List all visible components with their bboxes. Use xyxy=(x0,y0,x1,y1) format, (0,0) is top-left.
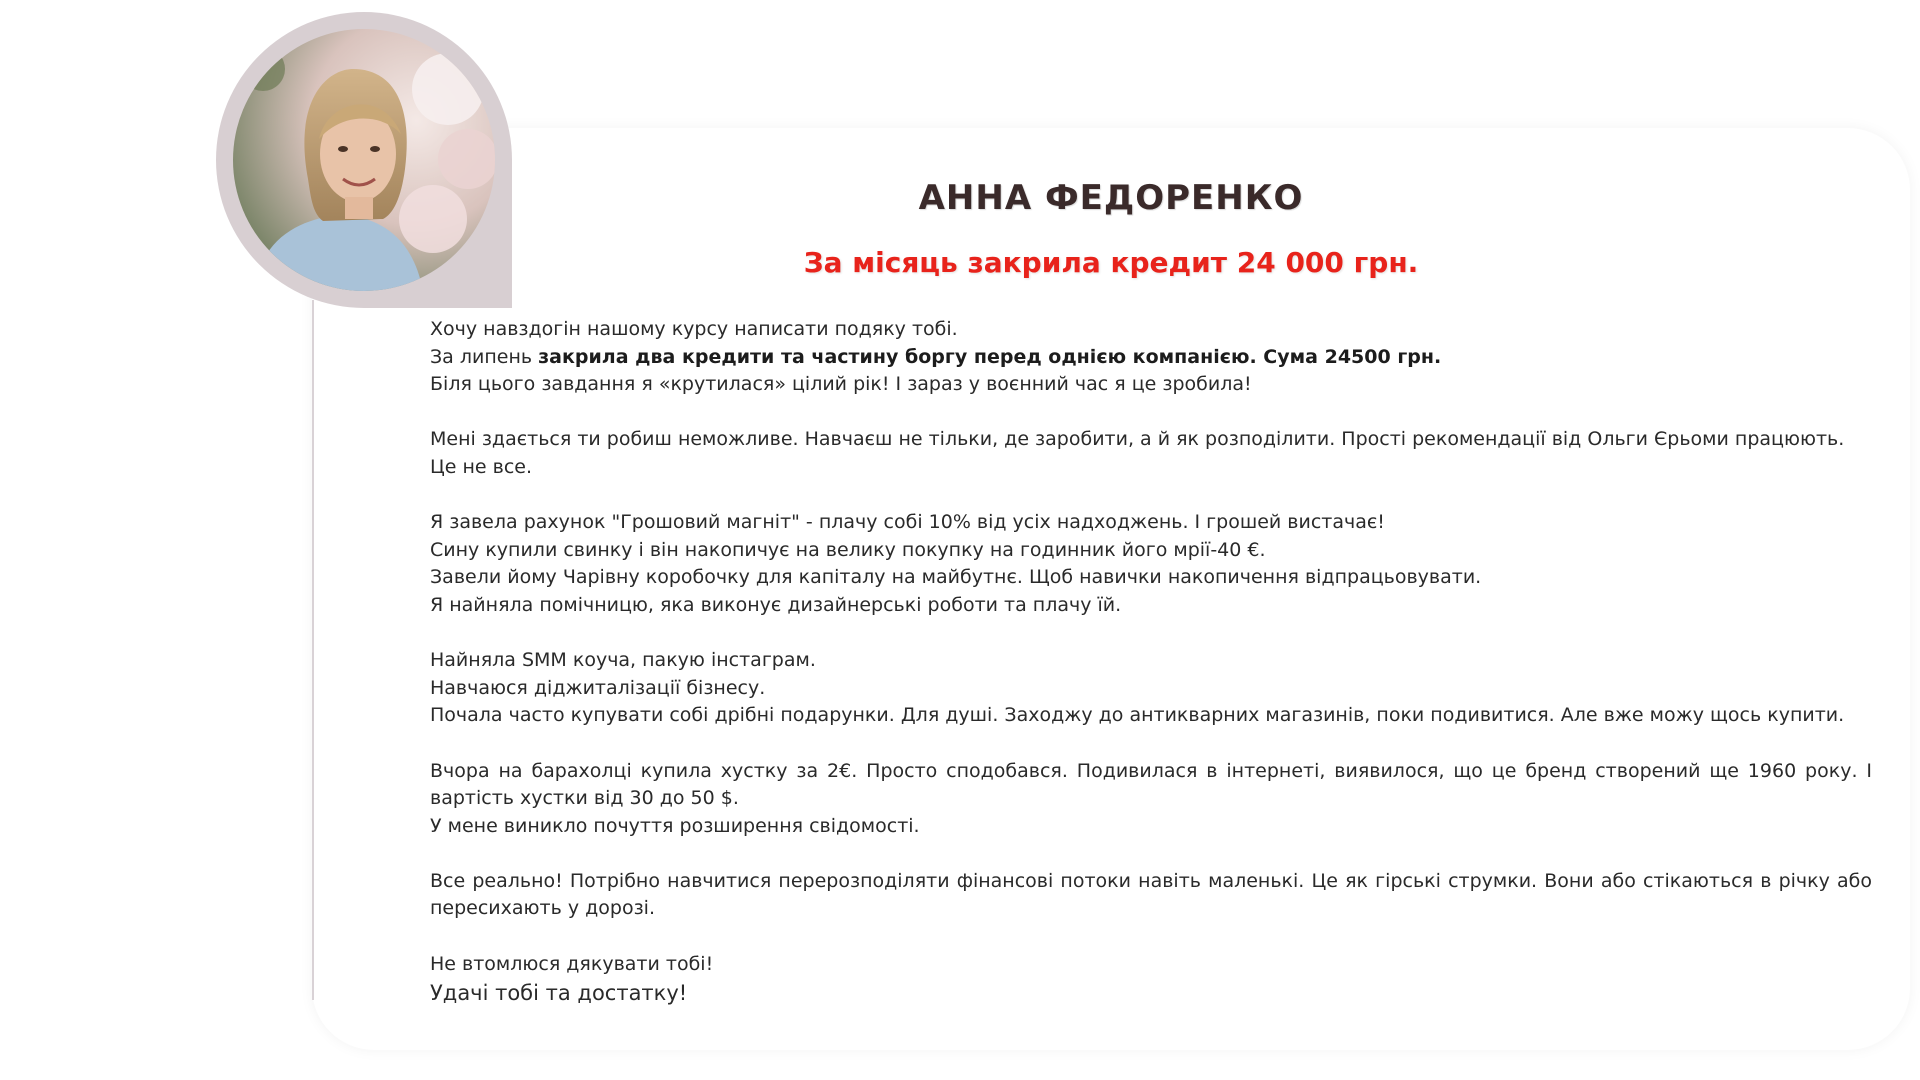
testimonial-line: Навчаюся діджиталізації бізнесу. xyxy=(430,676,766,699)
testimonial-line: Біля цього завдання я «крутилася» цілий рік! І зараз у воєнний час я це зробила! xyxy=(430,373,1252,396)
testimonial-line: Це не все. xyxy=(430,455,533,478)
testimonial-line: Завели йому Чарівну коробочку для капіталу на майбутнє. Щоб навички накопичення відпрацьовувати. xyxy=(430,566,1482,589)
testimonial-highlight: закрила два кредити та частину боргу перед однією компанією. Сума 24500 грн. xyxy=(538,345,1442,368)
testimonial-line: Я завела рахунок "Грошовий магніт" - плачу собі 10% від усіх надходжень. І грошей вистачає! xyxy=(430,511,1385,534)
testimonial-line: Найняла SMM коуча, пакую інстаграм. xyxy=(430,649,816,672)
testimonial-line: Не втомлюся дякувати тобі! xyxy=(430,952,714,975)
testimonial-line: Все реально! Потрібно навчитися перерозподіляти фінансові потоки навіть маленькі. Це як гірські струмки. Вони або стікаються в річку або пересихають у дорозі. xyxy=(430,869,1872,920)
testimonial-line xyxy=(430,344,1872,372)
testimonial-closing: Удачі тобі та достатку! xyxy=(430,981,688,1006)
testimonial-line: Почала часто купувати собі дрібні подарунки. Для душі. Заходжу до антикварних магазинів, поки подивитися. Але вже можу щось купити. xyxy=(430,704,1845,727)
card-accent-line xyxy=(312,300,314,1000)
person-name: АННА ФЕДОРЕНКО xyxy=(918,178,1304,218)
testimonial-line: Я найняла помічницю, яка виконує дизайнерські роботи та плачу їй. xyxy=(430,593,1122,616)
testimonial-line: Хочу навздогін нашому курсу написати подяку тобі. xyxy=(430,318,958,340)
testimonial-line: У мене виникло почуття розширення свідомості. xyxy=(430,814,920,837)
testimonial-text: За липень xyxy=(430,345,539,368)
testimonial-headline: За місяць закрила кредит 24 000 грн. xyxy=(803,246,1419,279)
testimonial-line: Мені здається ти робиш неможливе. Навчаєш не тільки, де заробити, а й як розподілити. Прості рекомендації від Ольги Єрьоми працюють. xyxy=(430,428,1845,451)
testimonial-line: Сину купили свинку і він накопичує на велику покупку на годинник його мрії-40 €. xyxy=(430,538,1266,561)
testimonial-line: Вчора на барахолці купила хустку за 2€. Просто сподобався. Подивилася в інтернеті, виявилося, що це бренд створений ще 1960 року. І вартість хустки від 30 до 50 $. xyxy=(430,759,1872,810)
testimonial-body xyxy=(430,316,1872,1008)
